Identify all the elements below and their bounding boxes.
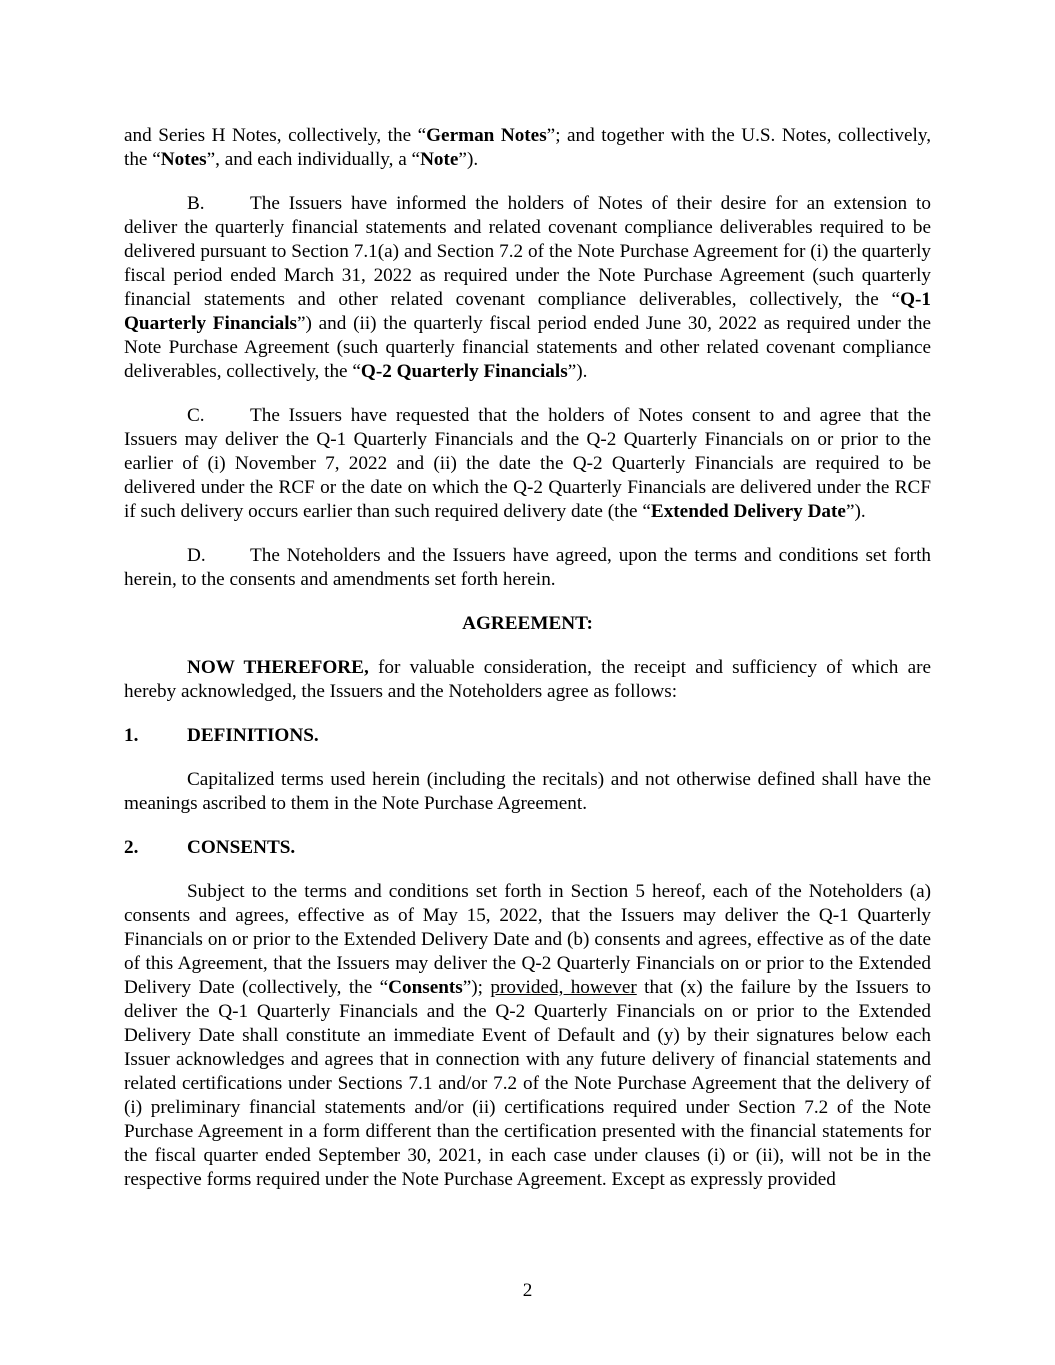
text-run: The Noteholders and the Issuers have agreed, upon the terms and conditions set forth herein, to the consents and amendments set forth herein. bbox=[124, 545, 931, 590]
section-number: 1. bbox=[124, 725, 139, 746]
section-title: DEFINITIONS. bbox=[187, 725, 319, 746]
agreement-heading bbox=[124, 612, 931, 636]
text-run: ”). bbox=[458, 149, 479, 170]
defined-term-q2-financials: Q-2 Quarterly Financials bbox=[360, 361, 568, 382]
section-2-body bbox=[124, 880, 931, 1192]
section-number: 2. bbox=[124, 837, 139, 858]
text-run: ”). bbox=[845, 501, 866, 522]
section-1-body: Capitalized terms used herein (including the recitals) and not otherwise defined shall have the meanings ascribed to them in the Note Purchase Agreement. bbox=[124, 769, 931, 814]
text-run: The Issuers have informed the holders of Notes of their desire for an extension to deliver the quarterly financial statements and related covenant compliance deliverables required to be delivered pursuant to Section 7.1(a) and Section 7.2 of the Note Purchase Agreement for (i) the quarterly fiscal period ended March 31, 2022 as required under the Note Purchase Agreement (such quarterly financial statements and other related covenant compliance deliverables, collectively, the “ bbox=[124, 193, 931, 310]
text-run: ”); bbox=[462, 977, 491, 998]
text-run: for valuable consideration, the receipt and sufficiency of which are hereby acknowledged, the Issuers and the Noteholders agree as follows: bbox=[124, 657, 931, 702]
text-run: Subject to the terms and conditions set forth in Section 5 hereof, each of the Noteholders (a) consents and agrees, effective as of May 15, 2022, that the Issuers may deliver the Q-1 Quarterly Financials on or prior to the Extended Delivery Date and (b) consents and agrees, effective as of the date of this Agreement, that the Issuers may deliver the Q-2 Quarterly Financials on or prior to the Extended Delivery Date (collectively, the “ bbox=[124, 881, 931, 998]
text-run: ”, and each individually, a “ bbox=[206, 149, 421, 170]
section-1-heading bbox=[124, 724, 931, 748]
defined-term-extended-delivery-date: Extended Delivery Date bbox=[650, 501, 846, 522]
text-run: that (x) the failure by the Issuers to deliver the Q-1 Quarterly Financials and the Q-2 Quarterly Financials on or prior to the Extended Delivery Date shall constitute an immediate Event of Default and (y) by their signatures below each Issuer acknowledges and agrees that in connection with any future delivery of financial statements and related certifications under Sections 7.1 and/or 7.2 of the Note Purchase Agreement that the delivery of (i) preliminary financial statements and/or (ii) certifications required under Section 7.2 of the Note Purchase Agreement in a form different than the certification presented with the financial statements for the fiscal quarter ended September 30, 2021, in each case under clauses (i) or (ii), will not be in the respective forms required under the Note Purchase Agreement. Except as expressly provided bbox=[124, 977, 931, 1190]
defined-term-notes: Notes bbox=[160, 149, 207, 170]
paragraph-c bbox=[124, 404, 931, 524]
text-run: ”). bbox=[567, 361, 588, 382]
page-number: 2 bbox=[522, 1280, 533, 1301]
agreement-heading-text: AGREEMENT: bbox=[462, 613, 593, 634]
paragraph-label: C. bbox=[187, 405, 205, 426]
defined-term-consents: Consents bbox=[388, 977, 463, 998]
defined-term-note: Note bbox=[420, 149, 459, 170]
text-run: and Series H Notes, collectively, the “ bbox=[124, 125, 427, 146]
paragraph-b bbox=[124, 192, 931, 384]
paragraph-label: D. bbox=[187, 545, 206, 566]
text-run: The Issuers have requested that the holders of Notes consent to and agree that the Issuers may deliver the Q-1 Quarterly Financials and the Q-2 Quarterly Financials on or prior to the earlier of (i) November 7, 2022 and (ii) the date the Q-2 Quarterly Financials are required to be delivered under the RCF or the date on which the Q-2 Quarterly Financials are delivered under the RCF if such delivery occurs earlier than such required delivery date (the “ bbox=[124, 405, 931, 522]
section-2-heading bbox=[124, 836, 931, 860]
paragraph-d bbox=[124, 544, 931, 592]
text-run: ”) and (ii) the quarterly fiscal period ended June 30, 2022 as required under the Note Purchase Agreement (such quarterly financial statements and other related covenant compliance deliverables, collectively, the “ bbox=[124, 313, 931, 382]
now-therefore-paragraph bbox=[124, 656, 931, 704]
defined-term-q1-financials: Q-1 Quarterly Financials bbox=[124, 289, 931, 334]
defined-term-german-notes: German Notes bbox=[426, 125, 547, 146]
text-run: ”; and together with the U.S. Notes, collectively, the “ bbox=[124, 125, 931, 170]
paragraph-a-continuation bbox=[124, 124, 931, 172]
paragraph-label: B. bbox=[187, 193, 205, 214]
section-title: CONSENTS. bbox=[187, 837, 296, 858]
now-therefore-lead: NOW THEREFORE, bbox=[187, 657, 369, 678]
provided-however-underlined: provided, however bbox=[490, 977, 637, 998]
document-page bbox=[124, 124, 931, 1192]
